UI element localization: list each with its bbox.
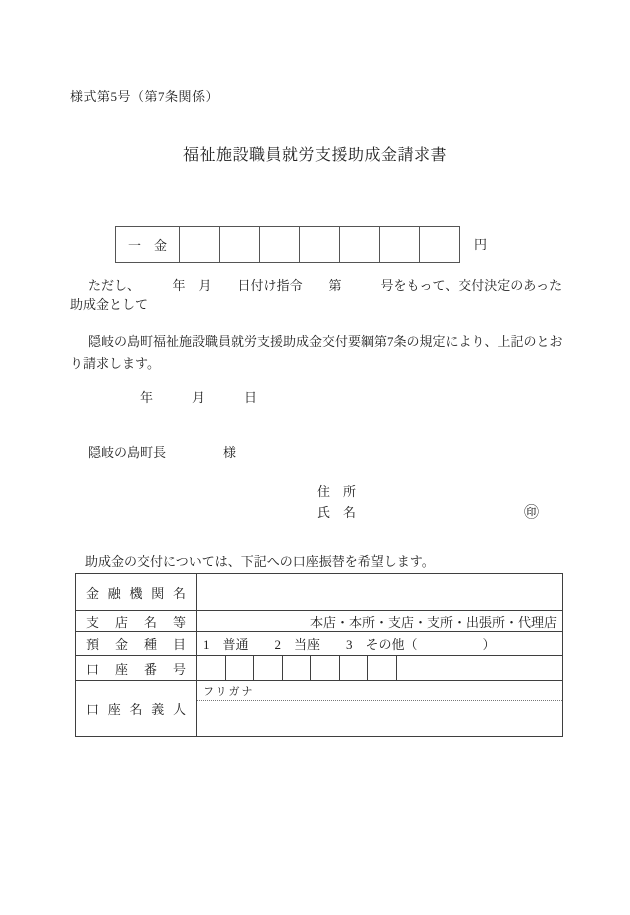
transfer-note: 助成金の交付については、下記への口座振替を希望します。 [85,554,435,569]
request-paragraph [70,331,576,375]
table-row-financial-institution [76,574,562,611]
seal-mark-icon: ㊞ [524,505,540,521]
amount-label: 一 金 [115,226,180,263]
table-row-deposit-type [76,632,562,656]
financial-institution-label: 金融機関名 [86,585,186,601]
account-holder-value-cell [197,681,562,736]
request-line-2: り請求します。 [70,356,160,371]
form-number: 様式第5号（第7条関係） [70,89,220,104]
table-row-branch-name [76,611,562,632]
branch-type-options: 本店・本所・支店・支所・出張所・代理店 [309,614,557,630]
applicant-address-label: 住 所 [317,484,357,499]
deposit-type-options: 1 普通 2 当座 3 その他（ ） [203,637,496,652]
amount-digit-cell [180,226,220,263]
financial-institution-value-cell [197,574,562,610]
date-line: 年 月 日 [140,390,258,405]
row-label-cell [76,656,197,680]
account-digit-cell [283,656,312,680]
row-label-cell [76,632,197,655]
amount-digit-cell [300,226,340,263]
bank-account-table [75,573,563,737]
account-digit-cell [340,656,369,680]
amount-box [115,226,487,263]
row-label-cell [76,611,197,631]
account-number-rest-cell [397,656,563,680]
account-number-cells [197,656,562,680]
account-digit-cell [197,656,226,680]
row-label-cell [76,681,197,736]
proviso-line-1: ただし、 年 月 日付け指令 第 号をもって、交付決定のあった [88,278,563,293]
addressee-name: 隠岐の島町長 [88,445,167,460]
deposit-type-label: 預金種目 [86,637,186,652]
amount-digit-cell [340,226,380,263]
account-holder-name-space [197,701,562,736]
amount-unit-yen: 円 [474,237,488,252]
addressee-honorific: 様 [223,445,237,460]
account-number-label: 口座番号 [86,661,186,677]
applicant-name-label: 氏 名 [317,505,357,520]
table-row-account-holder [76,681,562,736]
furigana-label: フリガナ [197,681,562,701]
row-label-cell [76,574,197,610]
branch-name-label: 支店名等 [86,614,186,630]
account-digit-cell [368,656,397,680]
amount-digit-cell [380,226,420,263]
account-digit-cell [226,656,255,680]
account-digit-cell [311,656,340,680]
amount-digit-cell [260,226,300,263]
request-line-1: 隠岐の島町福祉施設職員就労支援助成金交付要綱第7条の規定により、上記のとお [88,334,563,349]
amount-digit-cell [420,226,460,263]
account-digit-cell [254,656,283,680]
addressee-line [88,442,236,461]
account-holder-label: 口座名義人 [86,702,186,717]
page-title: 福祉施設職員就労支援助成金請求書 [182,147,447,164]
proviso-paragraph [70,276,562,314]
applicant-block [317,481,356,523]
amount-digit-cell [220,226,260,263]
table-row-account-number [76,656,562,681]
proviso-line-2: 助成金として [70,297,149,312]
